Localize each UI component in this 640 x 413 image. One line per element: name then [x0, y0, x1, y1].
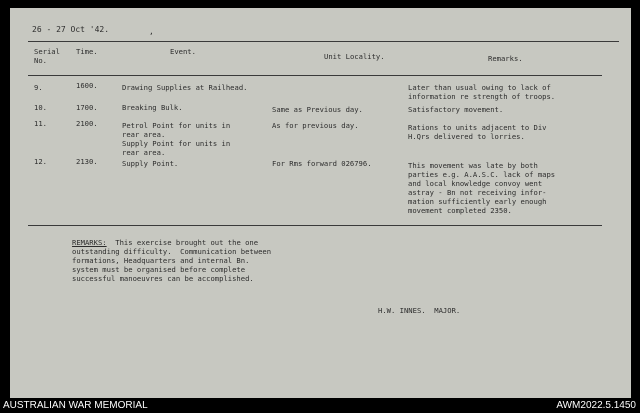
remarks-label: REMARKS:: [72, 238, 107, 247]
reference-number: AWM2022.5.1450: [556, 400, 636, 411]
row-12-time: 2130.: [76, 157, 98, 166]
remarks-text: This exercise brought out the one outstanding difficulty. Communication between formations, Headquarters and internal Bn. system must be organised before complete successful manoeuvres can be accomplished.: [72, 238, 272, 283]
tick-mark: ,: [149, 27, 154, 36]
row-10-event: Breaking Bulk.: [122, 103, 183, 112]
row-12-remarks: This movement was late by both parties e.g. A.A.S.C. lack of maps and local knowledge convoy went astray - Bn not receiving infor- mation sufficiently early enough movement completed 2350.: [408, 161, 556, 215]
row-11-event: Petrol Point for units in rear area. Supply Point for units in rear area.: [122, 121, 231, 157]
column-header-time: Time.: [76, 47, 98, 56]
row-9-event: Drawing Supplies at Railhead.: [122, 83, 248, 92]
column-header-remarks: Remarks.: [488, 54, 523, 63]
row-9-remarks: Later than usual owing to lack of information re strength of troops.: [408, 83, 556, 101]
remarks-paragraph: [72, 238, 271, 283]
document-sheet: [10, 8, 631, 398]
column-header-event: Event.: [170, 47, 196, 56]
institution-name: AUSTRALIAN WAR MEMORIAL: [3, 400, 148, 411]
row-10-time: 1700.: [76, 103, 98, 112]
column-header-unit-locality: Unit Locality.: [324, 52, 385, 61]
row-9-serial: 9.: [34, 83, 43, 92]
row-11-unit-locality: As for previous day.: [272, 121, 359, 130]
row-12-serial: 12.: [34, 157, 47, 166]
table-bottom-rule: [28, 225, 602, 226]
row-9-time: 1600.: [76, 81, 98, 90]
row-10-serial: 10.: [34, 103, 47, 112]
row-12-unit-locality: For Rms forward 026796.: [272, 159, 372, 168]
header-top-rule: [28, 41, 619, 42]
date-heading: 26 - 27 Oct '42.: [32, 25, 110, 34]
row-11-remarks: Rations to units adjacent to Div H.Qrs delivered to lorries.: [408, 123, 547, 141]
row-12-event: Supply Point.: [122, 159, 179, 168]
signature-block: H.W. INNES. MAJOR.: [378, 306, 461, 315]
row-10-remarks: Satisfactory movement.: [408, 105, 504, 114]
column-header-serial: Serial No.: [34, 47, 60, 65]
archive-footer: [0, 398, 640, 413]
row-11-time: 2100.: [76, 119, 98, 128]
row-11-serial: 11.: [34, 119, 47, 128]
row-10-unit-locality: Same as Previous day.: [272, 105, 363, 114]
header-bottom-rule: [28, 75, 602, 76]
